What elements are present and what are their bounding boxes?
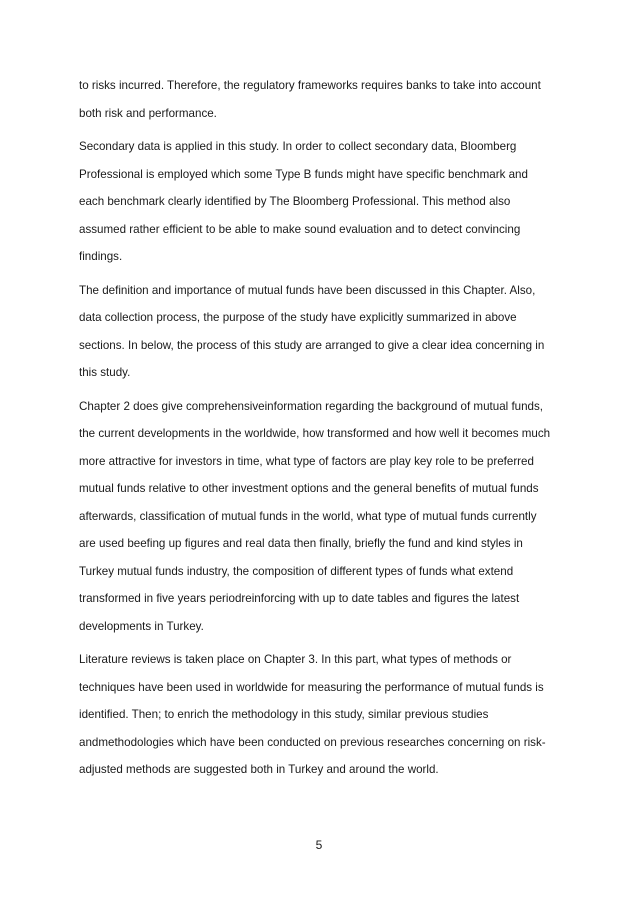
text-line: both risk and performance. xyxy=(79,106,217,120)
text-line: data collection process, the purpose of the study have explicitly summarized in above xyxy=(79,311,517,324)
text-line: assumed rather efficient to be able to make sound evaluation and to detect convincing xyxy=(79,222,521,236)
text-line: each benchmark clearly identified by The Bloomberg Professional. This method also xyxy=(79,195,511,208)
text-line: Turkey mutual funds industry, the composition of different types of funds what extend xyxy=(79,564,514,578)
text-line: mutual funds relative to other investment options and the general benefits of mutual funds xyxy=(79,482,539,495)
paragraph-chapter-3 xyxy=(79,646,565,784)
text-line: this study. xyxy=(79,366,131,379)
text-line: sections. In below, the process of this study are arranged to give a clear idea concerning in xyxy=(79,338,545,352)
text-line: developments in Turkey. xyxy=(79,619,204,633)
page-number: 5 xyxy=(315,838,323,852)
text-line: findings. xyxy=(79,250,123,263)
text-line: adjusted methods are suggested both in Turkey and around the world. xyxy=(79,763,439,776)
paragraph-secondary-data xyxy=(79,133,565,271)
text-line: the current developments in the worldwide, how transformed and how well it becomes much xyxy=(79,427,551,440)
text-line: andmethodologies which have been conducted on previous researches concerning on risk- xyxy=(79,735,546,749)
text-line: The definition and importance of mutual funds have been discussed in this Chapter. Also, xyxy=(79,283,536,297)
document-body xyxy=(79,72,565,790)
text-line: Literature reviews is taken place on Chapter 3. In this part, what types of methods or xyxy=(79,653,512,666)
text-line: are used beefing up figures and real data then finally, briefly the fund and kind styles in xyxy=(79,537,523,550)
text-line: Professional is employed which some Type B funds might have specific benchmark and xyxy=(79,167,528,181)
text-line: identified. Then; to enrich the methodology in this study, similar previous studies xyxy=(79,708,489,721)
text-line: afterwards, classification of mutual funds in the world, what type of mutual funds currently xyxy=(79,509,537,523)
text-line: to risks incurred. Therefore, the regulatory frameworks requires banks to take into account xyxy=(79,79,541,92)
paragraph-risk-performance xyxy=(79,72,565,127)
text-line: transformed in five years periodreinforcing with up to date tables and figures the latest xyxy=(79,592,520,605)
paragraph-chapter-2 xyxy=(79,393,565,641)
text-line: more attractive for investors in time, what type of factors are play key role to be preferred xyxy=(79,454,534,468)
text-line: Secondary data is applied in this study. In order to collect secondary data, Bloomberg xyxy=(79,140,517,153)
paragraph-definition xyxy=(79,277,565,387)
text-line: Chapter 2 does give comprehensiveinformation regarding the background of mutual funds, xyxy=(79,399,544,413)
text-line: techniques have been used in worldwide for measuring the performance of mutual funds is xyxy=(79,680,544,694)
